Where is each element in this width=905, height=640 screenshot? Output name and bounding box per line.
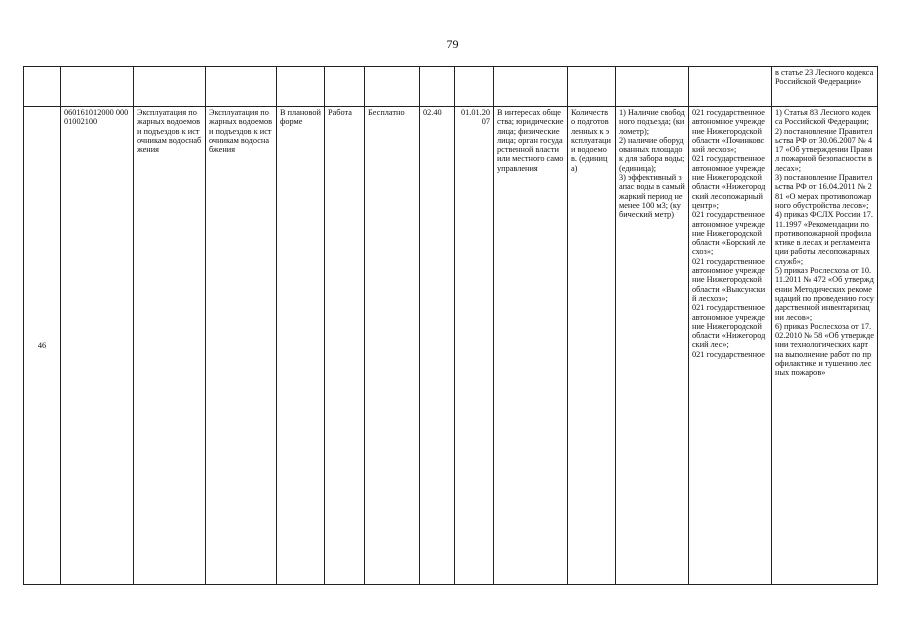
cell-empty bbox=[325, 67, 365, 107]
cell-registry-code: 060161012000 00001002100 bbox=[61, 107, 134, 585]
services-table bbox=[23, 66, 878, 585]
table-row-continuation bbox=[24, 67, 878, 107]
cell-service-content: Эксплуатация пожарных водоемов и подъездов к источникам водоснабжения bbox=[206, 107, 277, 585]
cell-payment: Бесплатно bbox=[365, 107, 420, 585]
cell-empty bbox=[689, 67, 772, 107]
cell-empty bbox=[134, 67, 206, 107]
cell-empty bbox=[494, 67, 568, 107]
cell-institutions bbox=[689, 107, 772, 585]
cell-service-form: В плановой форме bbox=[277, 107, 325, 585]
cell-service-name: Эксплуатация пожарных водоемов и подъездов к источникам водоснабжения bbox=[134, 107, 206, 585]
cell-start-date: 01.01.2007 bbox=[455, 107, 494, 585]
cell-empty bbox=[277, 67, 325, 107]
cell-legal-basis: 1) Статья 83 Лесного кодекса Российской Федерации; 2) постановление Правительства РФ от 30.06.2007 № 417 «Об утверждении Правил пожарной безопасности в лесах»; 3) постановление Правительства РФ от 16.04.2011 № 281 «О мерах противопожарного обустройства лесов»; 4) приказ ФСЛХ России 17.11.1997 «Рекомендации по противопожарной профилактике в лесах и регламентации работы лесопожарных служб»; 5) приказ Рослесхоза от 10.11.2011 № 472 «Об утверждении Методических рекомендаций по проведению государственной инвентаризации лесов»; 6) приказ Рослесхоза от 17.02.2010 № 58 «Об утверждении технологических карт на выполнение работ по профилактике и тушению лесных пожаров» bbox=[772, 107, 878, 585]
cell-service-type: Работа bbox=[325, 107, 365, 585]
institutions-text: 021 государственное автономное учреждение Нижегородской области «Починковский лесхоз»; 021 государственное автономное учреждение Нижегородской области «Нижегородский лесопожарный центр»; 021 государственное автономное учреждение Нижегородской области «Борский лесхоз»; 021 государственное автономное учреждение Нижегородской области «Выксунский лесхоз»; 021 государственное автономное учреждение Нижегородской области «Нижегородский лес»; 021 государственное bbox=[692, 108, 766, 359]
cell-row-number: 46 bbox=[24, 107, 61, 585]
cell-empty bbox=[61, 67, 134, 107]
cell-consumers: В интересах общества; юридические лица; физические лица; орган государственной власти или местного самоуправления bbox=[494, 107, 568, 585]
cell-empty bbox=[420, 67, 455, 107]
cell-legal-basis-continued: в статье 23 Лесного кодекса Российской Федерации» bbox=[772, 67, 878, 107]
cell-volume-indicator: Количество подготовленных к эксплуатации водоемов. (единица) bbox=[568, 107, 616, 585]
page-number: 79 bbox=[446, 37, 459, 51]
cell-quality-indicators: 1) Наличие свободного подъезда; (километр); 2) наличие оборудованных площадок для забора воды; (единица); 3) эффективный запас воды в самый жаркий период не менее 100 м3; (кубический метр) bbox=[616, 107, 689, 585]
cell-empty bbox=[616, 67, 689, 107]
cell-okved-code: 02.40 bbox=[420, 107, 455, 585]
cell-empty bbox=[455, 67, 494, 107]
cell-empty bbox=[365, 67, 420, 107]
cell-empty bbox=[568, 67, 616, 107]
table-row-46 bbox=[24, 107, 878, 585]
cell-empty bbox=[24, 67, 61, 107]
cell-empty bbox=[206, 67, 277, 107]
